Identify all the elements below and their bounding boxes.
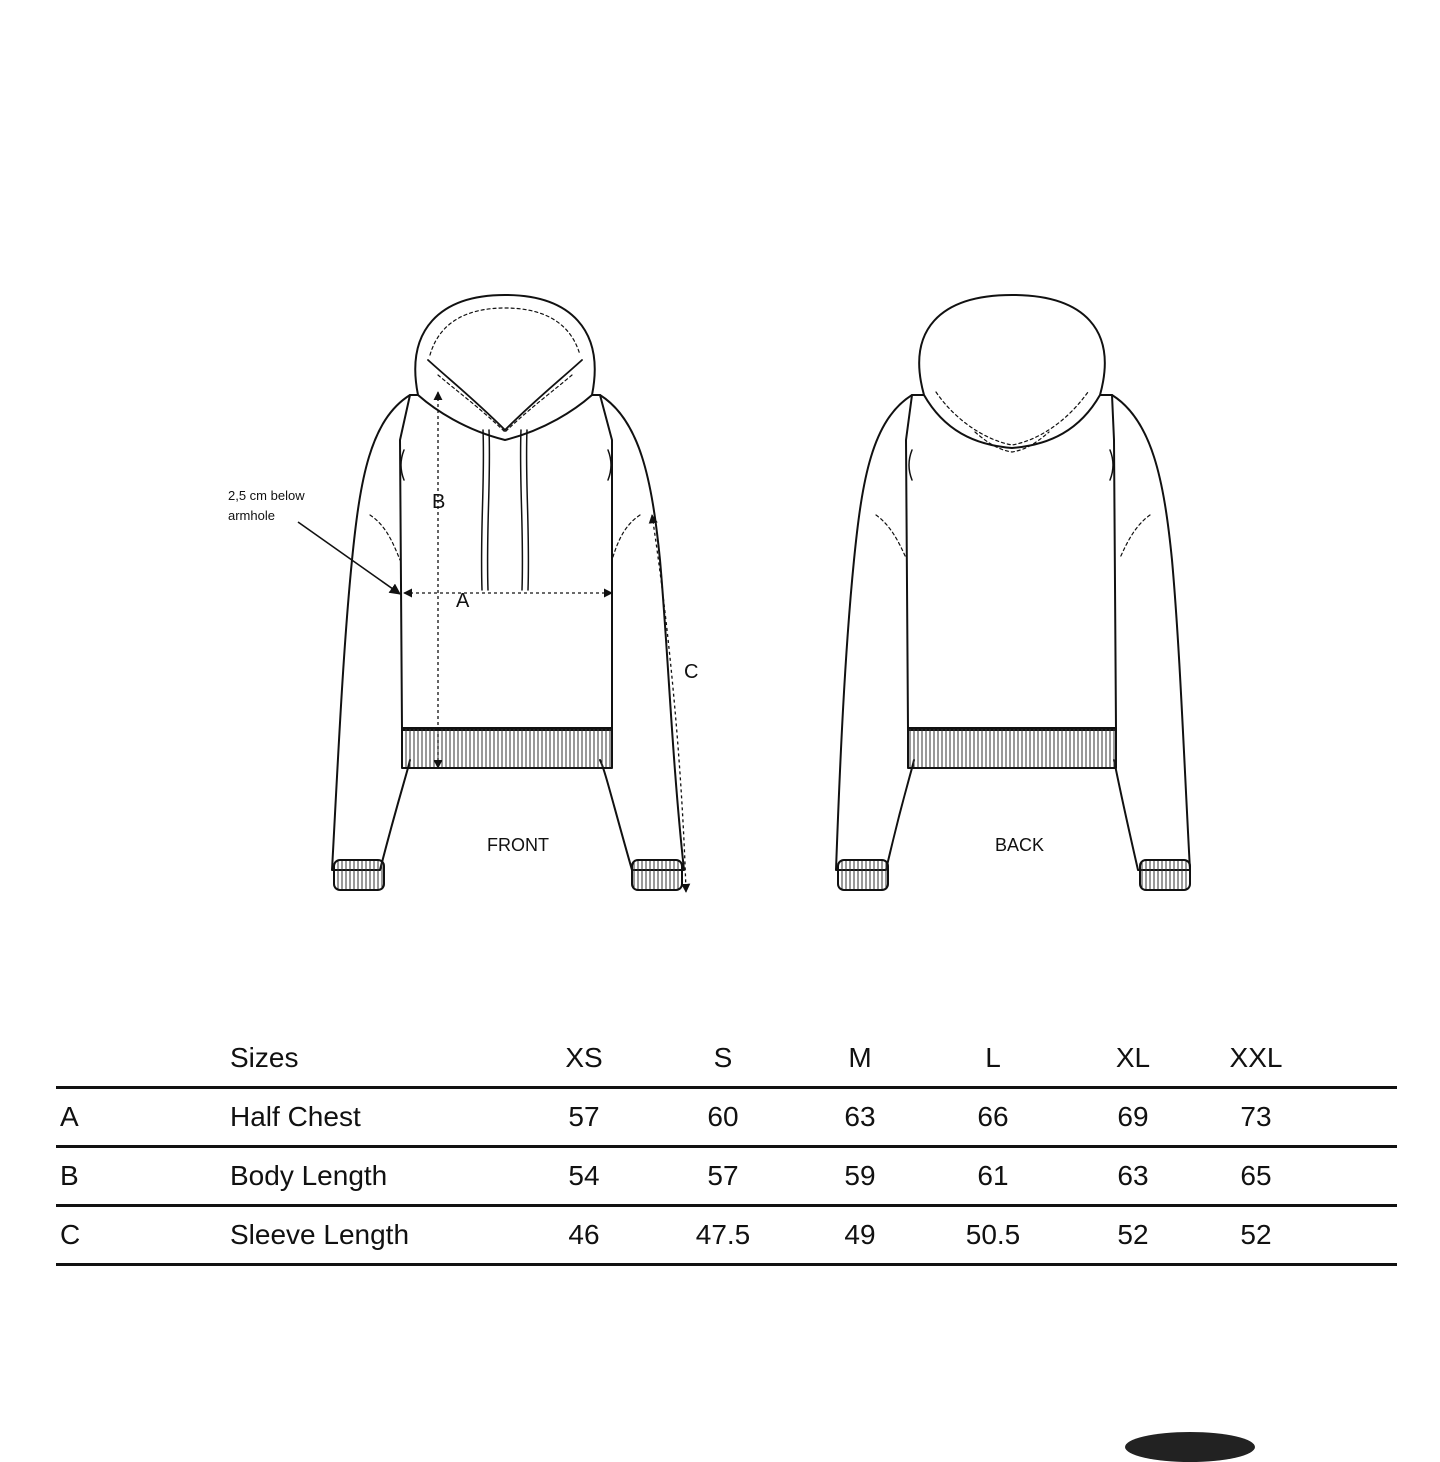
cell-value: 57	[514, 1088, 654, 1147]
cell-value: 65	[1208, 1147, 1304, 1206]
row-name: Sleeve Length	[230, 1206, 514, 1265]
dimension-a-label: A	[456, 590, 470, 612]
header-spacer	[1304, 1030, 1397, 1088]
row-spacer	[1304, 1206, 1397, 1265]
row-code: B	[56, 1147, 230, 1206]
dimension-b-label: B	[432, 491, 446, 513]
cell-value: 63	[792, 1088, 928, 1147]
cell-value: 57	[654, 1147, 792, 1206]
cell-value: 47.5	[654, 1206, 792, 1265]
front-body	[400, 395, 612, 768]
row-code: C	[56, 1206, 230, 1265]
row-name: Body Length	[230, 1147, 514, 1206]
row-spacer	[1304, 1147, 1397, 1206]
dimension-c-label: C	[684, 661, 699, 683]
front-view-label: FRONT	[487, 835, 549, 855]
table-row	[56, 1088, 1397, 1147]
back-left-sleeve	[836, 395, 914, 890]
header-code	[56, 1030, 230, 1088]
cell-value: 59	[792, 1147, 928, 1206]
cell-value: 66	[928, 1088, 1058, 1147]
row-spacer	[1304, 1088, 1397, 1147]
cell-value: 73	[1208, 1088, 1304, 1147]
back-view	[836, 295, 1190, 890]
cell-value: 63	[1058, 1147, 1208, 1206]
decorative-shape	[1125, 1432, 1255, 1462]
cell-value: 52	[1208, 1206, 1304, 1265]
header-size-s: S	[654, 1030, 792, 1088]
table-row	[56, 1206, 1397, 1265]
cell-value: 69	[1058, 1088, 1208, 1147]
header-sizes-label: Sizes	[230, 1030, 514, 1088]
callout-line-2: armhole	[228, 508, 275, 523]
size-chart-table	[56, 1030, 1397, 1266]
cell-value: 61	[928, 1147, 1058, 1206]
row-code: A	[56, 1088, 230, 1147]
header-size-xxl: XXL	[1208, 1030, 1304, 1088]
cell-value: 54	[514, 1147, 654, 1206]
table-header-row	[56, 1030, 1397, 1088]
cell-value: 52	[1058, 1206, 1208, 1265]
front-waistband	[402, 728, 612, 768]
header-size-l: L	[928, 1030, 1058, 1088]
callout-line-1: 2,5 cm below	[228, 488, 305, 503]
row-name: Half Chest	[230, 1088, 514, 1147]
cell-value: 49	[792, 1206, 928, 1265]
back-body	[906, 395, 1116, 768]
header-size-xs: XS	[514, 1030, 654, 1088]
back-waistband	[908, 728, 1116, 768]
back-view-label: BACK	[995, 835, 1045, 855]
header-size-m: M	[792, 1030, 928, 1088]
cell-value: 46	[514, 1206, 654, 1265]
cell-value: 60	[654, 1088, 792, 1147]
front-left-sleeve	[332, 395, 410, 890]
back-right-sleeve	[1112, 395, 1190, 890]
header-size-xl: XL	[1058, 1030, 1208, 1088]
table-row	[56, 1147, 1397, 1206]
cell-value: 50.5	[928, 1206, 1058, 1265]
